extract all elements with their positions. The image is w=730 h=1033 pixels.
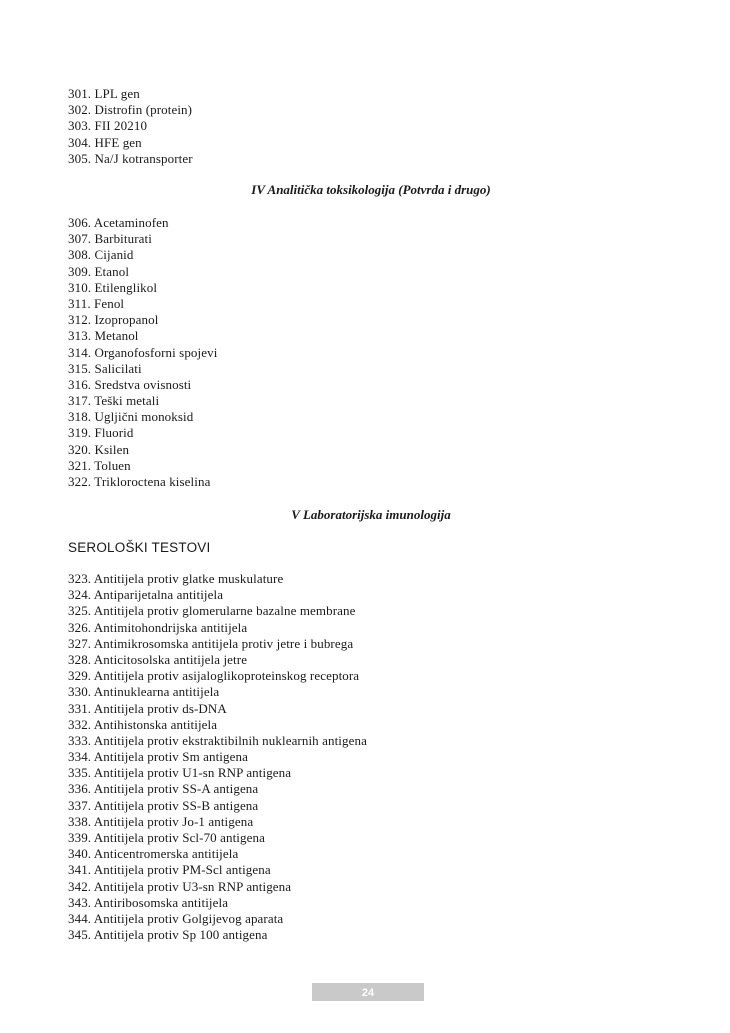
list-item: 332. Antihistonska antitijela [68,716,218,732]
list-item: 308. Cijanid [68,247,134,263]
list-item: 323. Antitijela protiv glatke muskulature [68,571,284,586]
subheading-serology: SEROLOŠKI TESTOVI [68,540,211,555]
list-item: 319. Fluorid [68,425,134,441]
list-item: 312. Izopropanol [68,312,159,328]
list-item: 313. Metanol [68,328,139,344]
list-item: 324. Antiparijetalna antitijela [68,587,224,603]
page-number-bar [312,983,424,1001]
list-item: 338. Antitijela protiv Jo-1 antigena [68,813,254,829]
section-heading-toxicology: IV Analitička toksikologija (Potvrda i drugo) [251,182,491,197]
list-item: 302. Distrofin (protein) [68,102,193,118]
list-item: 326. Antimitohondrijska antitijela [68,619,248,635]
list-item: 327. Antimikrosomska antitijela protiv jetre i bubrega [68,635,354,651]
list-item: 321. Toluen [68,457,131,473]
section-heading-immunology: V Laboratorijska imunologija [291,507,451,522]
list-item: 333. Antitijela protiv ekstraktibilnih nuklearnih antigena [68,732,367,748]
list-item: 322. Trikloroctena kiselina [68,474,211,489]
serology-list [68,571,367,943]
list-item: 325. Antitijela protiv glomerularne bazalne membrane [68,603,356,619]
list-item: 334. Antitijela protiv Sm antigena [68,749,248,765]
list-item: 341. Antitijela protiv PM-Scl antigena [68,862,271,878]
list-item: 314. Organofosforni spojevi [68,344,218,360]
list-item: 317. Teški metali [68,393,160,409]
list-item: 336. Antitijela protiv SS-A antigena [68,781,259,797]
list-item: 339. Antitijela protiv Scl-70 antigena [68,830,265,845]
list-item: 340. Anticentromerska antitijela [68,846,239,862]
list-item: 303. FII 20210 [68,118,148,134]
list-item: 335. Antitijela protiv U1-sn RNP antigena [68,765,292,781]
list-item: 305. Na/J kotransporter [68,150,193,166]
toxicology-list [68,215,217,490]
list-item: 316. Sredstva ovisnosti [68,376,192,392]
list-item: 307. Barbiturati [68,231,152,247]
list-item: 311. Fenol [68,295,125,311]
list-item: 315. Salicilati [68,360,142,376]
list-item: 309. Etanol [68,263,130,279]
list-item: 342. Antitijela protiv U3-sn RNP antigena [68,878,292,894]
list-item: 301. LPL gen [68,86,140,101]
gene-list [68,86,193,167]
list-item: 329. Antitijela protiv asijaloglikoproteinskog receptora [68,668,360,684]
list-item: 344. Antitijela protiv Golgijevog aparata [68,910,284,926]
list-item: 343. Antiribosomska antitijela [68,894,229,910]
list-item: 318. Ugljični monoksid [68,409,194,425]
list-item: 304. HFE gen [68,134,142,150]
list-item: 345. Antitijela protiv Sp 100 antigena [68,927,268,943]
list-item: 337. Antitijela protiv SS-B antigena [68,797,259,813]
list-item: 310. Etilenglikol [68,279,158,295]
list-item: 328. Anticitosolska antitijela jetre [68,651,248,667]
list-item: 320. Ksilen [68,441,130,457]
page-number: 24 [361,987,375,999]
list-item: 331. Antitijela protiv ds-DNA [68,700,227,716]
list-item: 306. Acetaminofen [68,215,169,230]
list-item: 330. Antinuklearna antitijela [68,684,220,700]
